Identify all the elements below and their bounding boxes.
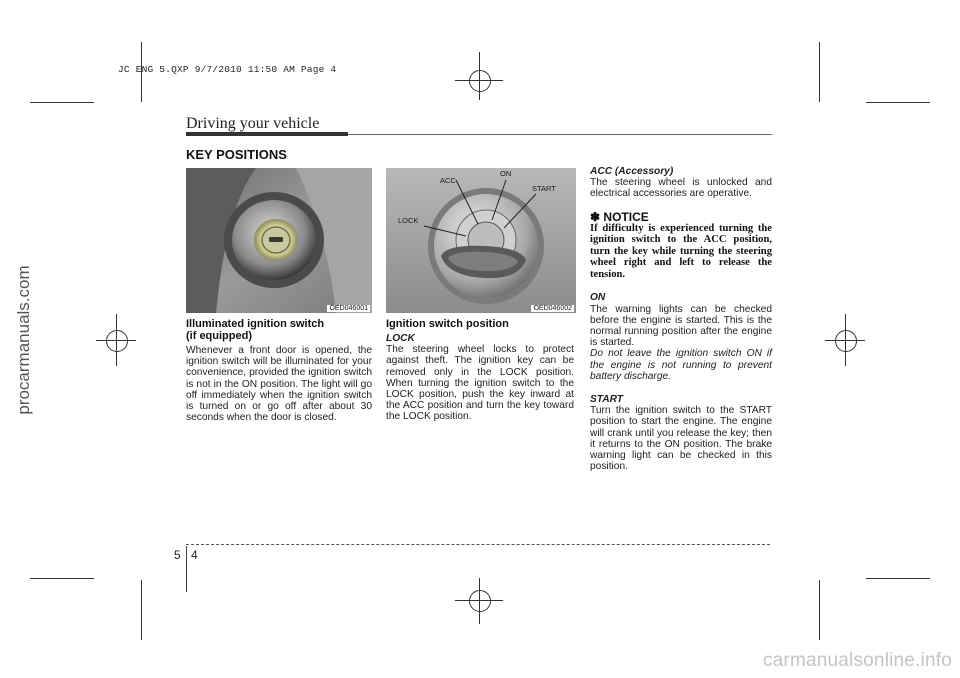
body-lock-position: The steering wheel locks to protect against theft. The ignition key can be removed only in the LOCK position. When turning the ignition switch to the LOCK position, push the key inward at the ACC position and turn the key toward the LOCK position. bbox=[386, 344, 574, 423]
page-heading: KEY POSITIONS bbox=[186, 147, 287, 162]
heading-illuminated-switch: Illuminated ignition switch (if equipped) bbox=[186, 318, 325, 342]
column-positions-detail bbox=[590, 166, 772, 472]
figure-code-left: OED046001 bbox=[329, 305, 368, 312]
heading-switch-position: Ignition switch position bbox=[386, 318, 509, 330]
label-start: START bbox=[532, 184, 556, 193]
footer-dashed-rule bbox=[186, 544, 770, 545]
notice-heading bbox=[590, 209, 772, 224]
label-lock: LOCK bbox=[398, 216, 419, 225]
header-rule-thick bbox=[186, 132, 348, 136]
ignition-switch-photo bbox=[186, 168, 372, 313]
figure-code-right: OED046002 bbox=[533, 305, 572, 312]
column-switch-position bbox=[386, 318, 574, 423]
label-lock-position: LOCK bbox=[386, 333, 415, 344]
label-on-position: ON bbox=[590, 292, 606, 304]
section-title: Driving your vehicle bbox=[186, 115, 320, 132]
section-number: 5 bbox=[174, 548, 181, 562]
body-on-position: The warning lights can be checked before the engine is started. This is the normal running position after the engine is started. bbox=[590, 303, 772, 349]
page-number-separator bbox=[186, 546, 187, 562]
figure-illuminated-switch bbox=[186, 168, 372, 313]
notice-title: NOTICE bbox=[603, 209, 649, 224]
label-acc: ACC bbox=[440, 176, 456, 185]
body-start-position: Turn the ignition switch to the START position to start the engine. The engine will crank until you release the key; then it returns to the ON position. The brake warning light can be checked in this position. bbox=[590, 405, 772, 473]
label-on: ON bbox=[500, 169, 512, 178]
label-acc-position: ACC (Accessory) bbox=[590, 166, 674, 177]
header-rule-thin bbox=[348, 134, 772, 135]
notice-body: If difficulty is experienced turning the ignition switch to the ACC position, turn the key while turning the steering wheel right and left to release the tension. bbox=[590, 222, 772, 280]
warning-on-position: Do not leave the ignition switch ON if the engine is not running to prevent battery discharge. bbox=[590, 348, 772, 382]
column-illuminated-switch bbox=[186, 318, 372, 423]
bottom-watermark: carmanualsonline.info bbox=[762, 650, 952, 671]
label-start-position: START bbox=[590, 393, 624, 405]
notice-icon: ✽ bbox=[590, 209, 601, 224]
side-watermark: procarmanuals.com bbox=[14, 265, 33, 415]
print-slug: JC ENG 5.QXP 9/7/2010 11:50 AM Page 4 bbox=[118, 64, 337, 75]
body-illuminated-switch: Whenever a front door is opened, the ignition switch will be illuminated for your convenience, provided the ignition switch is not in the ON position. The light will go off immediately when the ignition switch is turned on or go off after about 30 seconds when the door is closed. bbox=[186, 345, 372, 424]
figure-switch-positions bbox=[386, 168, 576, 313]
page-number: 4 bbox=[191, 548, 198, 562]
body-acc-position: The steering wheel is unlocked and electrical accessories are operative. bbox=[590, 177, 772, 200]
